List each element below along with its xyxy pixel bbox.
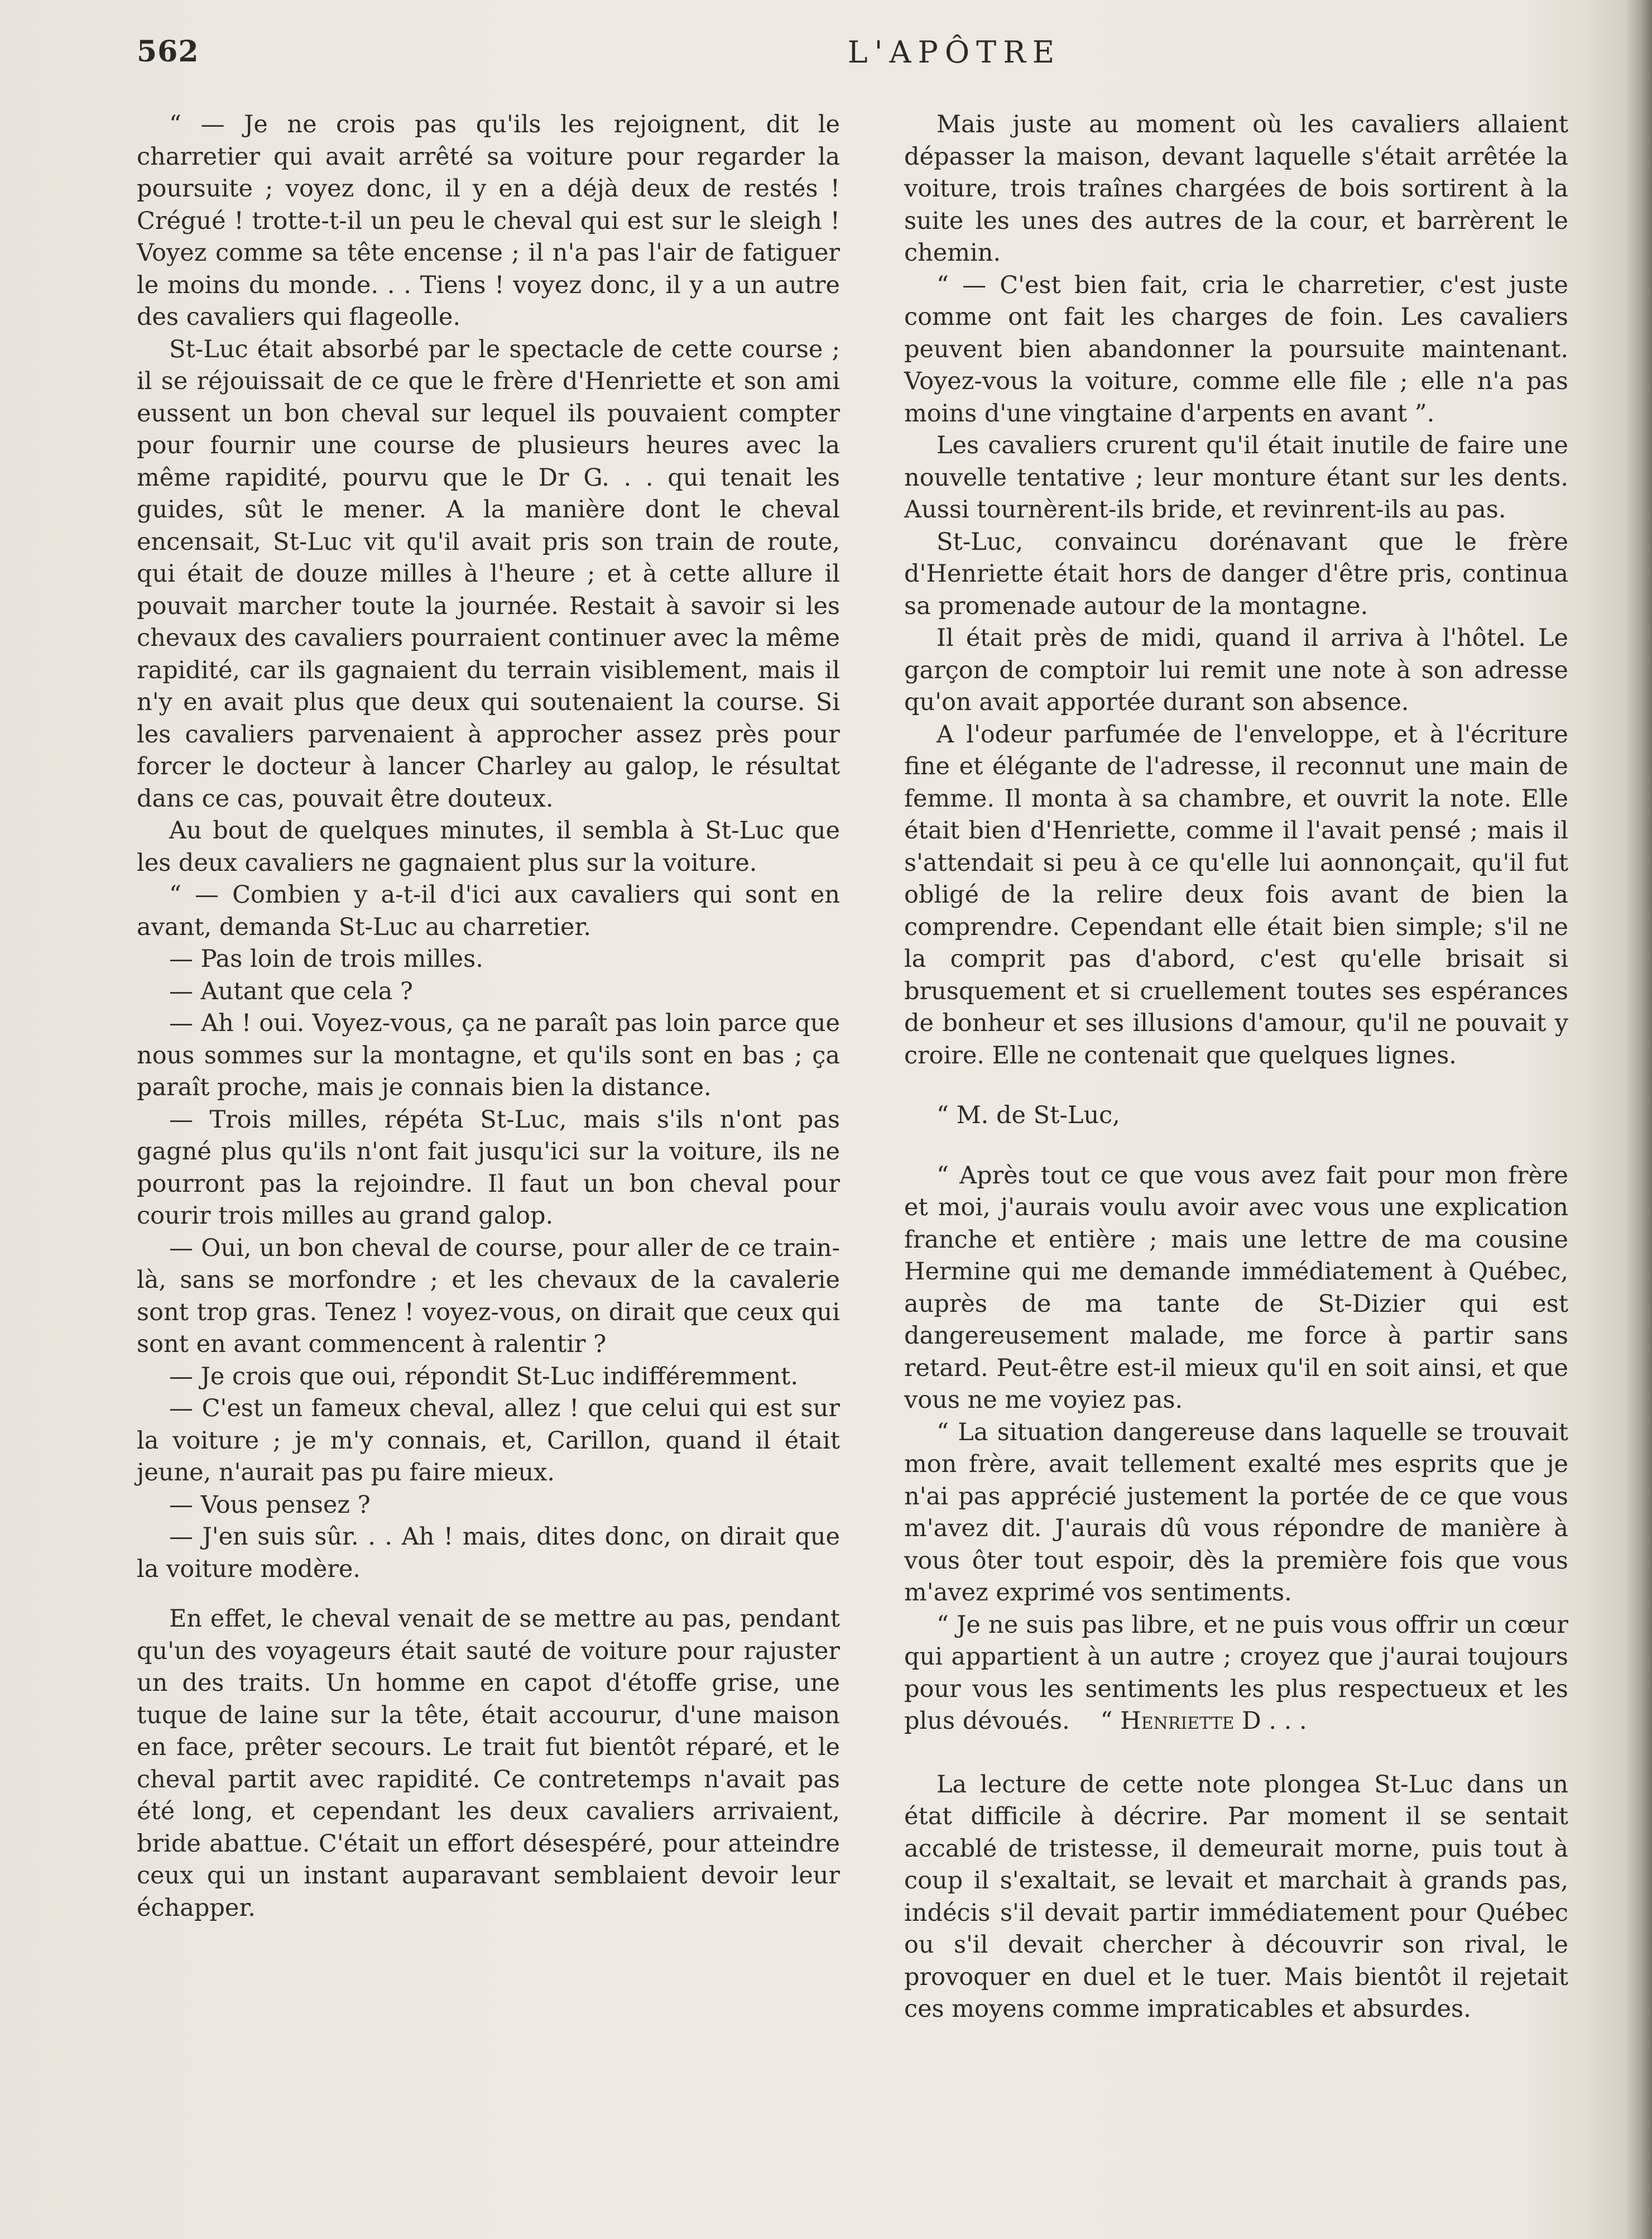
paragraph: Il était près de midi, quand il arriva à l'hôtel. Le garçon de comptoir lui remit une note à son adresse qu'on avait apportée durant son absence. — [904, 624, 1568, 716]
paragraph: La lecture de cette note plongea St-Luc dans un état difficile à décrire. Par moment il se sentait accablé de tristesse, il demeurait morne, puis tout à coup il s'exaltait, se levait et marchait à grands pas, indécis s'il devait partir immédiatement pour Québec ou s'il devait chercher à découvrir son rival, le provoquer en duel et le tuer. Mais bientôt il rejetait ces moyens comme impraticables et absurdes. — [904, 1770, 1568, 2023]
paragraph: — J'en suis sûr. . . Ah ! mais, dites donc, on dirait que la voiture modère. — [137, 1523, 840, 1583]
paragraph: St-Luc, convaincu dorénavant que le frère d'Henriette était hors de danger d'être pris, continua sa promenade autour de la montagne. — [904, 528, 1568, 620]
letter-closing: “ Je ne suis pas libre, et ne puis vous offrir un cœur qui appartient à un autre ; croyez que j'aurai toujours pour vous les sentiments les plus respectueux et les plus dévoués. — [904, 1610, 1568, 1735]
letter-salutation: “ M. de St-Luc, — [937, 1101, 1120, 1129]
right-column — [904, 109, 1568, 2026]
paragraph: — Oui, un bon cheval de course, pour aller de ce train-là, sans se morfondre ; et les chevaux de la cavalerie sont trop gras. Tenez ! voyez-vous, on dirait que ceux qui sont en avant commencent à ralentir ? — [137, 1234, 840, 1358]
letter-paragraph — [904, 1609, 1568, 1738]
paragraph: — Autant que cela ? — [169, 977, 413, 1005]
paragraph: A l'odeur parfumée de l'enveloppe, et à l'écriture fine et élégante de l'adresse, il reconnut une main de femme. Il monta à sa chambre, et ouvrit la note. Elle était bien d'Henriette, comme il l'avait pensé ; mais il s'attendait si peu à ce qu'elle lui aonnonçait, qu'il fut obligé de la relire deux fois avant de bien la comprendre. Cependant elle était bien simple; s'il ne la comprit pas d'abord, c'est qu'elle brisait si brusquement et si cruellement toutes ses espérances de bonheur et ses illusions d'amour, qu'il ne pouvait y croire. Elle ne contenait que quelques lignes. — [904, 720, 1568, 1070]
paragraph: — Trois milles, répéta St-Luc, mais s'ils n'ont pas gagné plus qu'ils n'ont fait jusqu'ici sur la voiture, ils ne pourront pas la rejoindre. Il faut un bon cheval pour courir trois milles au grand galop. — [137, 1105, 840, 1230]
paragraph: “ — Je ne crois pas qu'ils les rejoignent, dit le charretier qui avait arrêté sa voiture pour regarder la poursuite ; voyez donc, il y en a déjà deux de restés ! Crégué ! trotte-t-il un peu le cheval qui est sur le sleigh ! Voyez comme sa tête encense ; il n'a pas l'air de fatiguer le moins du monde. . . Tiens ! voyez donc, il y a un autre des cavaliers qui flageolle. — [137, 111, 840, 331]
paragraph: En effet, le cheval venait de se mettre au pas, pendant qu'un des voyageurs était sauté de voiture pour rajuster un des traits. Un homme en capot d'étoffe grise, une tuque de laine sur la tête, était accourur, d'une maison en face, prêter secours. Le trait fut bientôt réparé, et le cheval partit avec rapidité. Ce contretemps n'avait pas été long, et cependant les deux cavaliers arrivaient, bride abattue. C'était un effort désespéré, pour atteindre ceux qui un instant auparavant semblaient devoir leur échapper. — [137, 1605, 840, 1922]
paragraph: — C'est un fameux cheval, allez ! que celui qui est sur la voiture ; je m'y connais, et, Carillon, quand il était jeune, n'aurait pas pu faire mieux. — [137, 1394, 840, 1487]
paragraph: Mais juste au moment où les cavaliers allaient dépasser la maison, devant laquelle s'était arrêtée la voiture, trois traînes chargées de bois sortirent à la suite les unes des autres de la cour, et barrèrent le chemin. — [904, 111, 1568, 267]
letter-paragraph: “ Après tout ce que vous avez fait pour mon frère et moi, j'aurais voulu avoir avec vous une explication franche et entière ; mais une lettre de ma cousine Hermine qui me demande immédiatement à Québec, auprès de ma tante de St-Dizier qui est dangereusement malade, me force à partir sans retard. Peut-être est-il mieux qu'il en soit ainsi, et que vous ne me voyiez pas. — [904, 1161, 1568, 1414]
paragraph: — Ah ! oui. Voyez-vous, ça ne paraît pas loin parce que nous sommes sur la montagne, et qu'ils sont en bas ; ça paraît proche, mais je connais bien la distance. — [137, 1009, 840, 1101]
paragraph: “ — Combien y a-t-il d'ici aux cavaliers qui sont en avant, demanda St-Luc au charretier. — [137, 881, 840, 941]
paragraph: — Vous pensez ? — [169, 1490, 371, 1519]
left-column — [137, 109, 840, 1924]
paragraph: — Je crois que oui, répondit St-Luc indifféremment. — [169, 1362, 799, 1391]
page-number: 562 — [137, 35, 199, 69]
page-edge-shadow — [1625, 0, 1652, 2239]
paragraph: “ — C'est bien fait, cria le charretier, c'est juste comme ont fait les charges de foin. Les cavaliers peuvent bien abandonner la poursuite maintenant. Voyez-vous la voiture, comme elle file ; elle n'a pas moins d'une vingtaine d'arpents en avant ”. — [904, 271, 1568, 428]
paragraph: St-Luc était absorbé par le spectacle de cette course ; il se réjouissait de ce que le frère d'Henriette et son ami eussent un bon cheval sur lequel ils pouvaient compter pour fournir une course de plusieurs heures avec la même rapidité, pourvu que le Dr G. . . qui tenait les guides, sût le mener. A la manière dont le cheval encensait, St-Luc vit qu'il avait pris son train de route, qui était de douze milles à l'heure ; et à cette allure il pouvait marcher toute la journée. Restait à savoir si les chevaux des cavaliers pourraient continuer avec la même rapidité, car ils gagnaient du terrain visiblement, mais il n'y en avait plus que deux qui soutenaient la course. Si les cavaliers parvenaient à approcher assez près pour forcer le docteur à lancer Charley au galop, le résultat dans ce cas, pouvait être douteux. — [137, 335, 840, 813]
paragraph: — Pas loin de trois milles. — [169, 945, 483, 973]
page-header — [137, 35, 1571, 85]
paragraph: Les cavaliers crurent qu'il était inutile de faire une nouvelle tentative ; leur monture étant sur les dents. Aussi tournèrent-ils bride, et revinrent-ils au pas. — [904, 432, 1568, 524]
paragraph: Au bout de quelques minutes, il sembla à St-Luc que les deux cavaliers ne gagnaient plus sur la voiture. — [137, 817, 840, 877]
letter-paragraph: “ La situation dangereuse dans laquelle se trouvait mon frère, avait tellement exalté mes esprits que je n'ai pas apprécié justement la portée de ce que vous m'avez dit. J'aurais dû vous répondre de manière à vous ôter tout espoir, dès la première fois que vous m'avez exprimé vos sentiments. — [904, 1418, 1568, 1607]
letter-signature: “ Henriette D . . . — [1100, 1707, 1307, 1735]
running-head: L'APÔTRE — [847, 35, 1062, 70]
